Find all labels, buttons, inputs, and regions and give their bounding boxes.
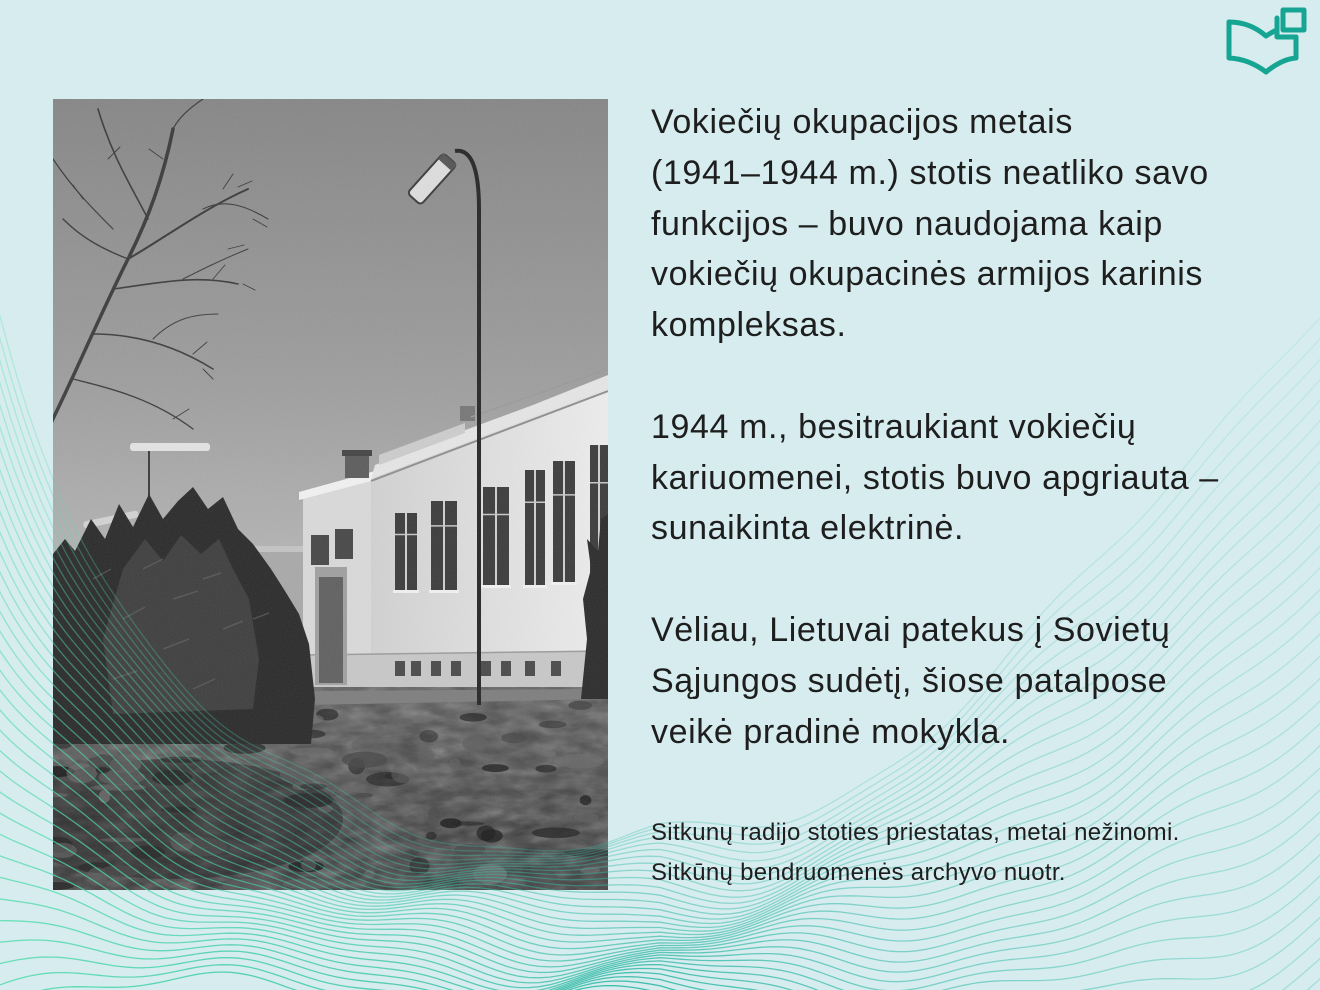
text-line: sunaikinta elektrinė. xyxy=(651,509,965,548)
text-line: kompleksas. xyxy=(651,306,847,345)
text-line: funkcijos – buvo naudojama kaip xyxy=(651,204,1163,243)
book-pages-top xyxy=(1229,22,1277,36)
logo xyxy=(1224,6,1308,76)
paragraph xyxy=(651,402,1301,554)
text-line: kariuomenei, stotis buvo apgriauta – xyxy=(651,458,1219,497)
photo-canvas xyxy=(53,99,608,890)
text-line: 1944 m., besitraukiant vokiečių xyxy=(651,407,1137,446)
open-book-icon xyxy=(1224,6,1308,76)
wave-line xyxy=(0,965,1320,990)
body-text xyxy=(651,97,1301,757)
wave-line xyxy=(0,896,1320,990)
paragraph xyxy=(651,97,1301,351)
wave-line xyxy=(0,940,1320,990)
text-line: Vėliau, Lietuvai patekus į Sovietų xyxy=(651,610,1171,649)
text-line: veikė pradinė mokykla. xyxy=(651,712,1011,751)
wave-line xyxy=(0,972,1320,990)
wave-line xyxy=(0,957,1320,990)
logo-square-front xyxy=(1283,10,1304,30)
photo-grain xyxy=(53,99,608,890)
caption-line: Sitkūnų bendruomenės archyvo nuotr. xyxy=(651,859,1066,886)
text-line: Sąjungos sudėtį, šiose patalpose xyxy=(651,661,1168,700)
archive-photo xyxy=(53,99,608,890)
caption-line: Sitkunų radijo stoties priestatas, metai nežinomi. xyxy=(651,819,1180,846)
wave-line xyxy=(0,919,1320,990)
paragraph xyxy=(651,605,1301,757)
text-line: (1941–1944 m.) stotis neatliko savo xyxy=(651,153,1209,192)
text-line: Vokiečių okupacijos metais xyxy=(651,103,1073,141)
text-line: vokiečių okupacinės armijos karinis xyxy=(651,255,1204,294)
photo-caption xyxy=(651,813,1301,893)
